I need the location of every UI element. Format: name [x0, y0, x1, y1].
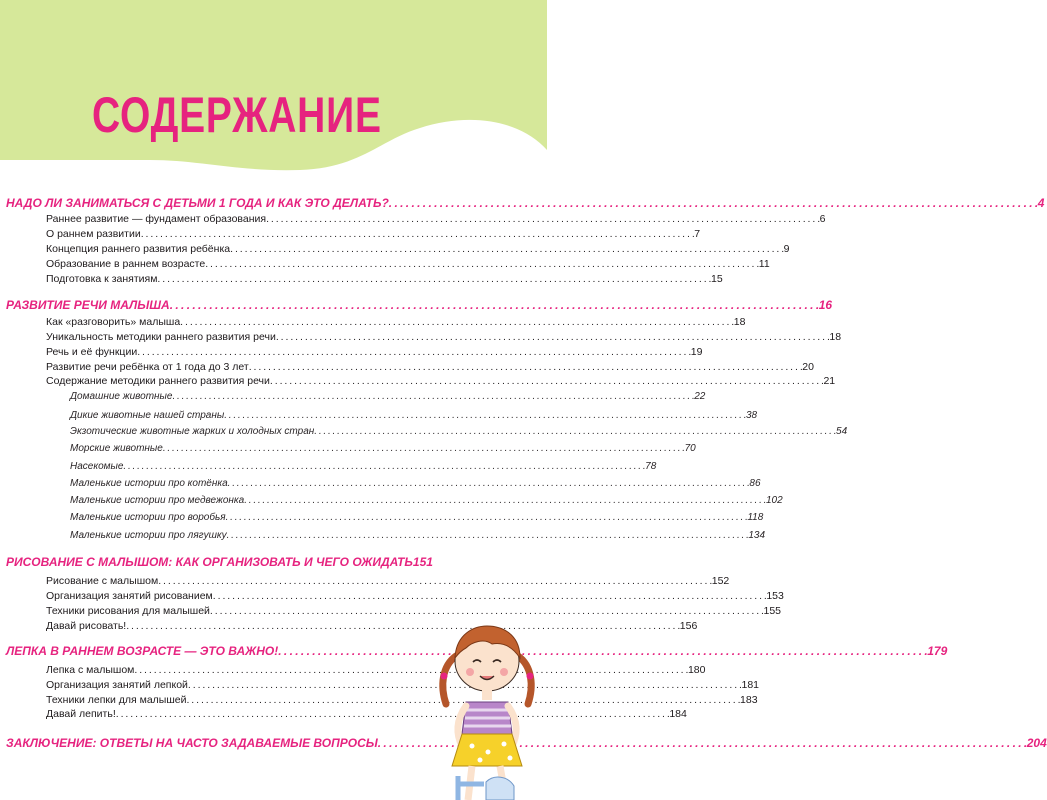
toc-leader-dots — [172, 391, 694, 402]
toc-leader-dots — [226, 512, 748, 523]
toc-label: Образование в раннем возрасте — [46, 258, 206, 270]
toc-page-number: 19 — [690, 346, 703, 358]
toc-entry — [46, 228, 701, 240]
toc-leader-dots — [278, 644, 927, 658]
toc-label: Домашние животные — [70, 391, 173, 402]
toc-subtopic — [70, 443, 696, 454]
toc-subtopic — [70, 530, 766, 541]
toc-page-number: 102 — [765, 495, 783, 506]
girl-illustration — [428, 616, 547, 800]
toc-leader-dots — [224, 410, 746, 421]
toc-entry — [46, 243, 790, 255]
toc-label: Маленькие истории про лягушку — [70, 530, 227, 541]
toc-label: РАЗВИТИЕ РЕЧИ МАЛЫША — [6, 298, 170, 312]
toc-label: Дикие животные нашей страны — [70, 410, 225, 421]
toc-section — [6, 555, 433, 569]
toc-label: Подготовка к занятиям — [46, 273, 158, 285]
toc-label: ЛЕПКА В РАННЕМ ВОЗРАСТЕ — ЭТО ВАЖНО! — [6, 644, 279, 658]
toc-entry — [46, 605, 782, 617]
toc-label: Техники рисования для малышей — [46, 605, 210, 617]
toc-subtopic — [70, 512, 764, 523]
toc-label: Уникальность методики раннего развития речи — [46, 331, 276, 343]
toc-label: Как «разговорить» малыша — [46, 316, 181, 328]
toc-page-number: 152 — [711, 575, 730, 587]
toc-subtopic — [70, 391, 706, 402]
toc-entry — [46, 331, 842, 343]
toc-page-number: 70 — [684, 443, 696, 454]
toc-leader-dots — [170, 298, 819, 312]
toc-leader-dots — [266, 213, 820, 225]
toc-leader-dots — [227, 530, 749, 541]
toc-leader-dots — [205, 258, 759, 270]
toc-page-number: 156 — [679, 620, 698, 632]
toc-leader-dots — [163, 443, 685, 454]
toc-page-number: 118 — [747, 512, 764, 523]
toc-section — [6, 298, 833, 312]
toc-page-number: 184 — [669, 708, 687, 720]
toc-leader-dots — [228, 478, 750, 489]
toc-label: Развитие речи ребёнка от 1 года до 3 лет — [46, 361, 249, 373]
toc-label: Экзотические животные жарких и холодных стран — [70, 426, 315, 437]
toc-page-number: 181 — [741, 679, 760, 691]
toc-entry — [46, 590, 784, 602]
toc-subtopic — [70, 461, 657, 472]
toc-page-number: 18 — [829, 331, 842, 343]
toc-entry — [46, 258, 770, 270]
toc-entry — [46, 316, 746, 328]
toc-page-number: 15 — [710, 273, 723, 285]
toc-page-number: 22 — [694, 391, 706, 402]
toc-leader-dots — [180, 316, 734, 328]
toc-label: Маленькие истории про котёнка — [70, 478, 228, 489]
toc-page-number: 151 — [412, 555, 433, 569]
toc-label: Маленькие истории про медвежонка — [70, 495, 245, 506]
toc-label: Речь и её функции — [46, 346, 138, 358]
toc-leader-dots — [389, 196, 1038, 210]
toc-subtopic — [70, 478, 761, 489]
toc-section — [6, 196, 1045, 210]
toc-subtopic — [70, 495, 783, 506]
toc-entry — [46, 694, 758, 706]
toc-page-number: 20 — [802, 361, 814, 373]
toc-page-number: 7 — [694, 228, 701, 240]
toc-label: РИСОВАНИЕ С МАЛЫШОМ: КАК ОРГАНИЗОВАТЬ И ЧЕГО ОЖИДАТЬ — [6, 555, 413, 569]
toc-label: Маленькие истории про воробья — [70, 512, 226, 523]
toc-label: Лепка с малышом — [46, 664, 135, 676]
toc-page-number: 16 — [818, 298, 833, 312]
toc-subtopic — [70, 426, 848, 437]
toc-leader-dots — [157, 273, 711, 285]
toc-page-number: 6 — [819, 213, 826, 225]
toc-leader-dots — [134, 664, 688, 676]
toc-leader-dots — [270, 375, 824, 387]
toc-label: Насекомые — [70, 461, 124, 472]
toc-leader-dots — [244, 495, 766, 506]
toc-label: Раннее развитие — фундамент образования — [46, 213, 267, 225]
toc-label: ЗАКЛЮЧЕНИЕ: ОТВЕТЫ НА ЧАСТО ЗАДАВАЕМЫЕ ВОПРОСЫ — [6, 736, 378, 750]
toc-page-number: 11 — [758, 258, 770, 270]
toc-page-number: 180 — [687, 664, 706, 676]
toc-leader-dots — [116, 708, 670, 720]
page-title: СОДЕРЖАНИЕ — [92, 87, 382, 143]
toc-entry — [46, 346, 703, 358]
toc-entry — [46, 575, 730, 587]
toc-leader-dots — [314, 426, 836, 437]
toc-page-number: 38 — [745, 410, 758, 421]
toc-label: Морские животные — [70, 443, 163, 454]
toc-label: Техники лепки для малышей — [46, 694, 187, 706]
toc-label: Содержание методики раннего развития речи — [46, 375, 270, 387]
toc-section — [6, 736, 1047, 750]
toc-page-number: 86 — [749, 478, 761, 489]
toc-section — [6, 644, 948, 658]
toc-label: Концепция раннего развития ребёнка — [46, 243, 231, 255]
toc-leader-dots — [123, 461, 645, 472]
toc-label: Организация занятий лепкой — [46, 679, 188, 691]
toc-leader-dots — [213, 590, 767, 602]
toc-page-number: 134 — [748, 530, 766, 541]
toc-page-number: 155 — [763, 605, 782, 617]
toc-page-number: 54 — [836, 426, 848, 437]
toc-subtopic — [70, 410, 758, 421]
toc-label: Давай рисовать! — [46, 620, 127, 632]
toc-label: О раннем развитии — [46, 228, 141, 240]
toc-label: Рисование с малышом — [46, 575, 159, 587]
toc-page-number: 179 — [927, 644, 948, 658]
toc-entry — [46, 375, 836, 387]
toc-label: НАДО ЛИ ЗАНИМАТЬСЯ С ДЕТЬМИ 1 ГОДА И КАК ЭТО ДЕЛАТЬ? — [6, 196, 389, 210]
toc-leader-dots — [158, 575, 712, 587]
toc-leader-dots — [249, 361, 803, 373]
toc-page-number: 4 — [1037, 196, 1045, 210]
toc-leader-dots — [126, 620, 680, 632]
toc-leader-dots — [230, 243, 784, 255]
toc-entry — [46, 273, 723, 285]
toc-entry — [46, 664, 706, 676]
toc-label: Организация занятий рисованием — [46, 590, 213, 602]
toc-entry — [46, 361, 814, 373]
toc-page-number: 204 — [1026, 736, 1047, 750]
toc-page-number: 9 — [783, 243, 790, 255]
toc-label: Давай лепить! — [46, 708, 116, 720]
toc-page-number: 153 — [766, 590, 784, 602]
toc-page-number: 18 — [733, 316, 746, 328]
toc-entry — [46, 620, 698, 632]
toc-entry — [46, 708, 687, 720]
toc-entry — [46, 213, 826, 225]
toc-leader-dots — [137, 346, 691, 358]
toc-page-number: 21 — [823, 375, 836, 387]
toc-leader-dots — [276, 331, 830, 343]
toc-entry — [46, 679, 760, 691]
toc-page-number: 78 — [645, 461, 657, 472]
toc-leader-dots — [141, 228, 695, 240]
toc-page-number: 183 — [740, 694, 758, 706]
